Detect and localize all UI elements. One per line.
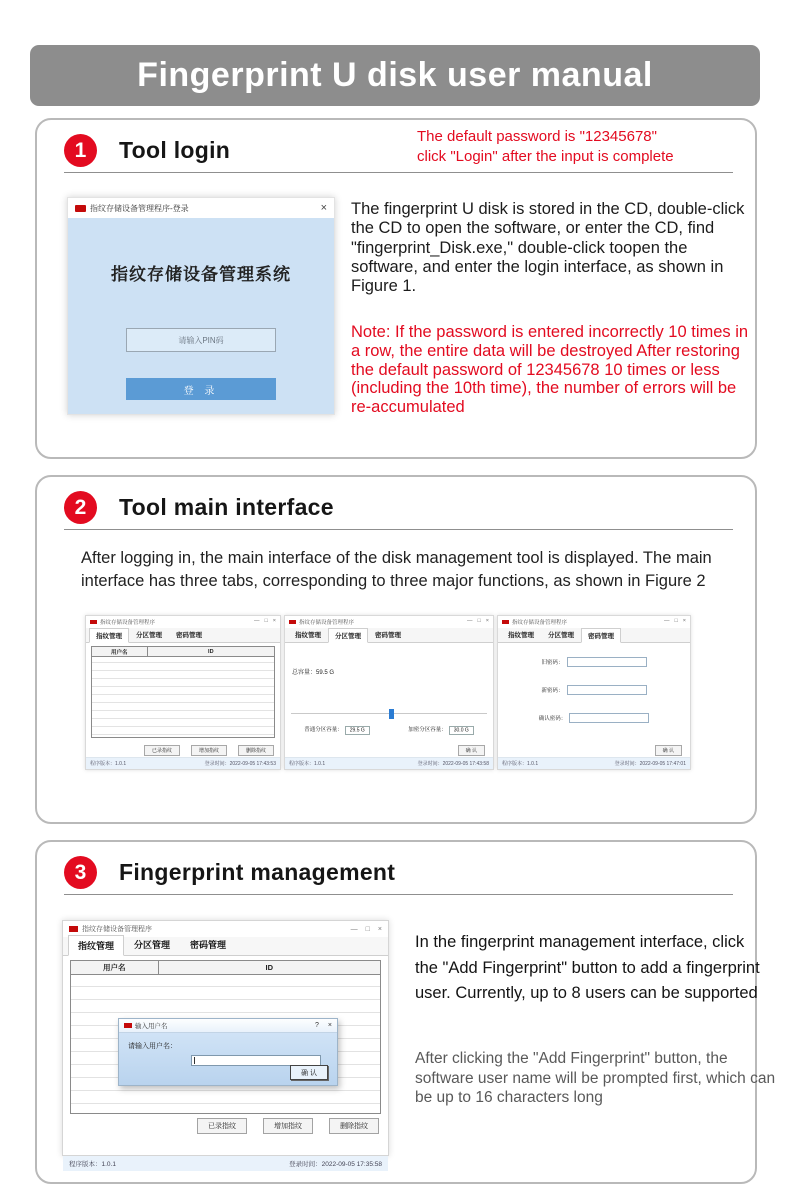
status-bar xyxy=(63,1156,388,1171)
secure-partition-label: 加密分区容量： xyxy=(408,727,447,733)
tab-partition-management[interactable]: 分区管理 xyxy=(134,940,171,950)
username-prompt-label: 请输入用户名： xyxy=(128,1043,177,1050)
confirm-password-input[interactable] xyxy=(569,713,649,723)
window-title: 指纹存储设备管理程序 xyxy=(82,926,152,933)
password-warning: Note: If the password is entered incorrectly 10 times in a row, the entire data will be destroyed After restoring the default password of 12345678 10 times or less (including the 10th time), the number of errors will be re-accumulated xyxy=(351,323,749,417)
minimize-icon[interactable]: — xyxy=(350,925,358,933)
maximize-icon[interactable]: □ xyxy=(477,618,481,625)
screenshot-fingerprint-tab xyxy=(85,615,281,770)
recorded-fingerprint-button[interactable]: 已录指纹 xyxy=(144,745,180,756)
tab-password-management[interactable]: 密码管理 xyxy=(190,940,227,950)
tab-bar xyxy=(86,628,280,643)
old-password-input[interactable] xyxy=(567,657,647,667)
main-interface-description: After logging in, the main interface of the disk management tool is displayed. The main interface has three tabs, corresponding to three major functions, as shown in Figure 2 xyxy=(81,549,712,590)
add-fingerprint-button[interactable]: 增加指纹 xyxy=(191,745,227,756)
tab-partition-management[interactable]: 分区管理 xyxy=(548,632,574,639)
tab-fingerprint-management[interactable]: 指纹管理 xyxy=(295,632,321,639)
fingerprint-user-table xyxy=(91,646,275,738)
confirm-button[interactable]: 确 认 xyxy=(655,745,682,756)
login-window-titlebar xyxy=(68,198,334,218)
default-password-note xyxy=(417,127,674,167)
minimize-icon[interactable]: — xyxy=(253,618,260,625)
new-password-input[interactable] xyxy=(567,685,647,695)
column-header-id: ID xyxy=(208,648,214,655)
secure-partition-field xyxy=(408,725,474,733)
tab-password-management[interactable]: 密码管理 xyxy=(375,632,401,639)
app-logo-icon xyxy=(502,620,509,625)
confirm-button[interactable]: 确 认 xyxy=(458,745,485,756)
close-icon[interactable]: × xyxy=(682,618,686,625)
tab-fingerprint-management[interactable]: 指纹管理 xyxy=(508,632,534,639)
app-logo-icon xyxy=(90,620,97,625)
delete-fingerprint-button[interactable]: 删除指纹 xyxy=(329,1118,379,1134)
screenshot-partition-tab xyxy=(284,615,494,770)
dialog-confirm-button[interactable]: 确 认 xyxy=(290,1065,328,1080)
normal-partition-label: 普通分区容量： xyxy=(304,727,343,733)
login-window-title: 指纹存储设备管理程序-登录 xyxy=(90,203,189,213)
app-logo-icon xyxy=(75,205,86,212)
version-label: 程序版本：1.0.1 xyxy=(289,761,326,767)
enter-username-dialog xyxy=(118,1018,338,1086)
login-window-body xyxy=(68,218,334,414)
login-time-label: 登录时间：2022-09-05 17:35:58 xyxy=(289,1161,382,1168)
app-logo-icon xyxy=(289,620,296,625)
tab-partition-management[interactable]: 分区管理 xyxy=(328,628,368,643)
section-title: Fingerprint management xyxy=(119,859,396,885)
login-instructions: The fingerprint U disk is stored in the CD, double-click the CD to open the software, or enter the CD, find "fingerprint_Disk.exe," double-click toopen the software, and enter the login interface, as shown in Figure 1. xyxy=(351,200,745,296)
add-fingerprint-note: After clicking the "Add Fingerprint" button, the software user name will be prompted first, which can be up to 16 characters long xyxy=(415,1050,776,1107)
dialog-titlebar xyxy=(119,1019,337,1033)
recorded-fingerprint-button[interactable]: 已录指纹 xyxy=(197,1118,247,1134)
window-title: 指纹存储设备管理程序 xyxy=(299,620,355,626)
screenshot-password-tab xyxy=(497,615,691,770)
tab-partition-management[interactable]: 分区管理 xyxy=(136,632,162,639)
old-password-label: 旧密码： xyxy=(541,660,564,666)
note-line-2: click "Login" after the input is complete xyxy=(417,147,674,165)
column-header-username: 用户名 xyxy=(71,961,159,974)
note-line-1: The default password is "12345678" xyxy=(417,128,657,145)
tab-password-management[interactable]: 密码管理 xyxy=(176,632,202,639)
window-title: 指纹存储设备管理程序 xyxy=(100,620,156,626)
app-logo-icon xyxy=(124,1023,132,1028)
tab-bar xyxy=(63,937,388,956)
version-label: 程序版本：1.0.1 xyxy=(90,761,127,767)
version-label: 程序版本：1.0.1 xyxy=(69,1161,116,1168)
status-bar xyxy=(498,757,690,769)
close-icon[interactable]: × xyxy=(377,925,382,933)
login-time-label: 登录时间：2022-09-05 17:47:01 xyxy=(614,761,686,767)
window-title: 指纹存储设备管理程序 xyxy=(512,620,568,626)
normal-partition-field xyxy=(304,725,370,733)
tab-fingerprint-management[interactable]: 指纹管理 xyxy=(89,628,129,643)
section-main-interface xyxy=(35,475,757,824)
partition-slider-handle[interactable] xyxy=(389,709,394,719)
close-icon[interactable]: × xyxy=(320,201,327,214)
app-system-title: 指纹存储设备管理系统 xyxy=(111,265,291,284)
pin-input[interactable] xyxy=(126,328,276,352)
close-icon[interactable]: × xyxy=(485,618,489,625)
section-divider xyxy=(64,172,733,173)
login-window-screenshot xyxy=(67,197,335,415)
total-capacity-label: 总容量：59.5 G xyxy=(292,670,335,676)
status-bar xyxy=(285,757,493,769)
section-divider xyxy=(64,894,733,895)
maximize-icon[interactable]: □ xyxy=(674,618,678,625)
section-fingerprint-management xyxy=(35,840,776,1184)
secure-partition-value[interactable]: 30.0 G xyxy=(449,726,474,735)
tab-fingerprint-management[interactable]: 指纹管理 xyxy=(68,935,124,956)
maximize-icon[interactable]: □ xyxy=(365,925,370,933)
tab-password-management[interactable]: 密码管理 xyxy=(581,628,621,643)
text-caret xyxy=(194,1057,195,1064)
close-icon[interactable]: × xyxy=(327,1022,332,1029)
normal-partition-value[interactable]: 29.5 G xyxy=(345,726,370,735)
version-label: 程序版本：1.0.1 xyxy=(502,761,539,767)
add-fingerprint-button[interactable]: 增加指纹 xyxy=(263,1118,313,1134)
fingerprint-management-screenshot xyxy=(62,920,389,1168)
login-button[interactable]: 登 录 xyxy=(126,378,276,400)
section-number-badge: 1 xyxy=(64,134,97,167)
section-tool-login xyxy=(35,118,757,459)
column-header-username: 用户名 xyxy=(92,647,148,656)
interface-screenshots-row xyxy=(85,615,691,770)
fingerprint-management-description: In the fingerprint management interface, click the "Add Fingerprint" button to add a fingerprint user. Currently, up to 8 users can be supported xyxy=(415,933,760,1003)
app-logo-icon xyxy=(69,926,78,932)
partition-slider-track[interactable] xyxy=(291,713,487,714)
section-title: Tool main interface xyxy=(119,494,334,520)
new-password-label: 新密码： xyxy=(541,688,564,694)
delete-fingerprint-button[interactable]: 删除指纹 xyxy=(238,745,274,756)
section-number-badge: 3 xyxy=(64,856,97,889)
login-time-label: 登录时间：2022-09-05 17:43:53 xyxy=(204,761,276,767)
page-title: Fingerprint U disk user manual xyxy=(30,45,760,106)
section-divider xyxy=(64,529,733,530)
status-bar xyxy=(86,757,280,769)
close-icon[interactable]: × xyxy=(272,618,276,625)
confirm-password-label: 确认密码： xyxy=(538,716,567,722)
minimize-icon[interactable]: — xyxy=(663,618,670,625)
section-number-badge: 2 xyxy=(64,491,97,524)
section-title: Tool login xyxy=(119,137,231,163)
login-time-label: 登录时间：2022-09-05 17:43:58 xyxy=(417,761,489,767)
column-header-id: ID xyxy=(265,963,273,972)
tab-bar xyxy=(285,628,493,643)
help-icon[interactable]: ? xyxy=(315,1022,319,1029)
dialog-title: 输入用户名 xyxy=(135,1023,168,1030)
tab-bar xyxy=(498,628,690,643)
maximize-icon[interactable]: □ xyxy=(264,618,268,625)
minimize-icon[interactable]: — xyxy=(466,618,473,625)
